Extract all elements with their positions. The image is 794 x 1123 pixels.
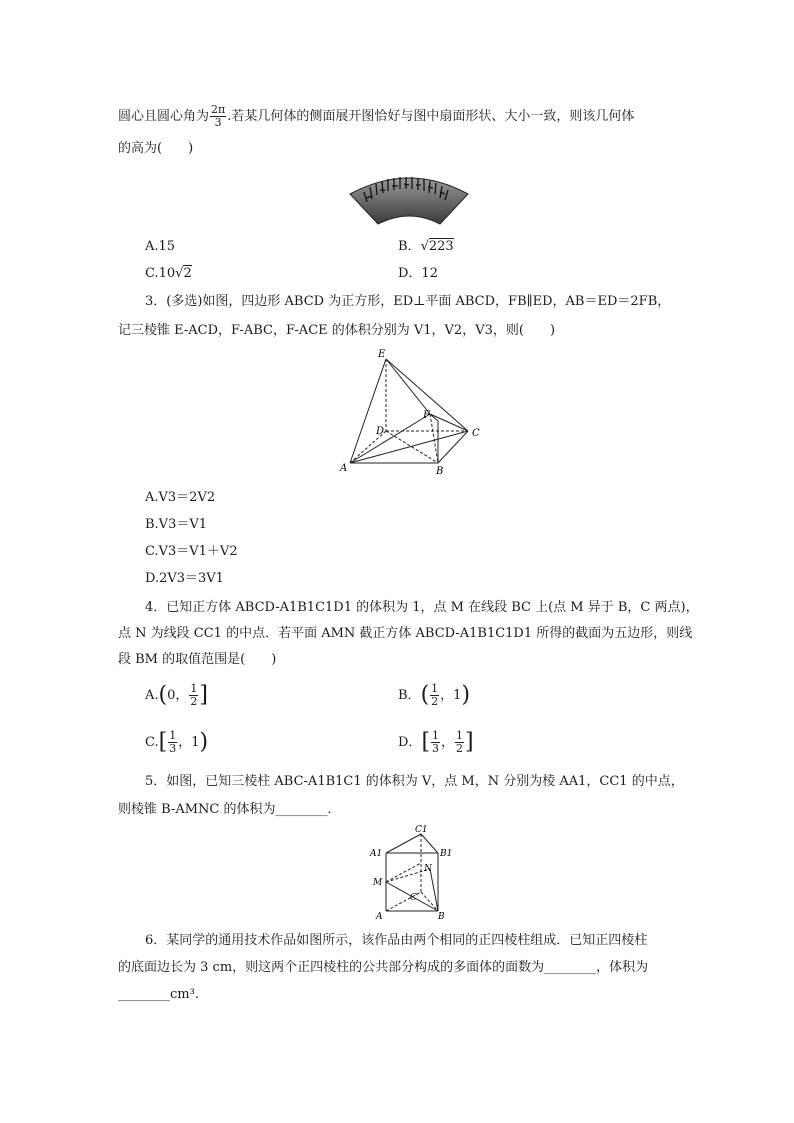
q3-option-d: D.2V3＝3V1 bbox=[145, 571, 224, 586]
q3-line-1: 3．(多选)如图，四边形 ABCD 为正方形，ED⊥平面 ABCD，FB∥ED，AB＝ED＝2FB， bbox=[145, 294, 671, 309]
label-a: A bbox=[376, 912, 383, 922]
q3-line-2: 记三棱锥 E-ACD，F-ABC，F-ACE 的体积分别为 V1，V2，V3，则( ) bbox=[118, 323, 556, 338]
label-b1: B1 bbox=[440, 849, 452, 859]
q2-option-d: D．12 bbox=[398, 266, 438, 281]
label-e: E bbox=[378, 349, 386, 360]
q4-line-1: 4．已知正方体 ABCD-A1B1C1D1 的体积为 1，点 M 在线段 BC 上(点 M 异于 B，C 两点)， bbox=[145, 600, 699, 615]
q6-line-2: 的底面边长为 3 cm，则这两个正四棱柱的公共部分构成的多面体的面数为________，体积为 bbox=[118, 960, 649, 975]
q2-option-c: C.10√2 bbox=[145, 266, 192, 281]
label-n: N bbox=[424, 864, 432, 874]
q2-option-a: A.15 bbox=[145, 239, 176, 254]
q4-option-b: B．( $\frac{1}{2}$ ，1) bbox=[398, 682, 471, 708]
q4-option-a: A.(0， $\frac{1}{2}$ ] bbox=[145, 682, 209, 708]
label-a1: A1 bbox=[370, 849, 383, 859]
label-m: M bbox=[373, 878, 383, 888]
label-c: C bbox=[472, 428, 480, 439]
label-f: F bbox=[423, 410, 430, 421]
label-b: B bbox=[436, 466, 444, 475]
label-d: D bbox=[376, 426, 385, 437]
q5-line-1: 5．如图，已知三棱柱 ABC-A1B1C1 的体积为 V，点 M，N 分别为棱 AA1，CC1 的中点， bbox=[145, 774, 684, 789]
q4-line-2: 点 N 为线段 CC1 的中点．若平面 AMN 截正方体 ABCD-A1B1C1D1 所得的截面为五边形，则线 bbox=[118, 626, 693, 641]
fraction-2pi-over-3: $\frac{2\pi}{3}$ bbox=[211, 103, 226, 129]
q4-option-c: C.[ $\frac{1}{3}$ ，1) bbox=[145, 729, 209, 755]
q3-option-c: C.V3＝V1＋V2 bbox=[145, 544, 238, 559]
label-a: A bbox=[340, 463, 348, 474]
q2-option-b: B．√223 bbox=[398, 239, 454, 254]
calligraphy-fan-image bbox=[346, 168, 472, 230]
sqrt-symbol: √ bbox=[420, 239, 429, 254]
q3-pyramid-figure bbox=[338, 345, 488, 475]
q3-option-a: A.V3＝2V2 bbox=[145, 490, 216, 505]
q5-prism-figure bbox=[366, 822, 452, 922]
q5-line-2: 则棱锥 B-AMNC 的体积为________． bbox=[118, 802, 341, 817]
q6-line-1: 6．某同学的通用技术作品如图所示，该作品由两个相同的正四棱柱组成．已知正四棱柱 bbox=[145, 933, 648, 948]
sqrt-symbol: √ bbox=[175, 266, 184, 281]
q6-line-3: ________cm³. bbox=[118, 987, 199, 1002]
label-c: C bbox=[410, 893, 417, 903]
q4-option-d: D．[ $\frac{1}{3}$ ， $\frac{1}{2}$ ] bbox=[398, 729, 474, 755]
q2-line-1: 圆心且圆心角为 $\frac{2\pi}{3}$ .若某几何体的侧面展开图恰好与图中扇面形状、大小一致，则该几何体 bbox=[118, 103, 635, 129]
label-b: B bbox=[438, 912, 445, 922]
q2-line-2: 的高为( ) bbox=[118, 141, 194, 156]
q4-line-3: 段 BM 的取值范围是( ) bbox=[118, 652, 277, 667]
q3-option-b: B.V3＝V1 bbox=[145, 517, 208, 532]
label-c1: C1 bbox=[415, 825, 428, 835]
